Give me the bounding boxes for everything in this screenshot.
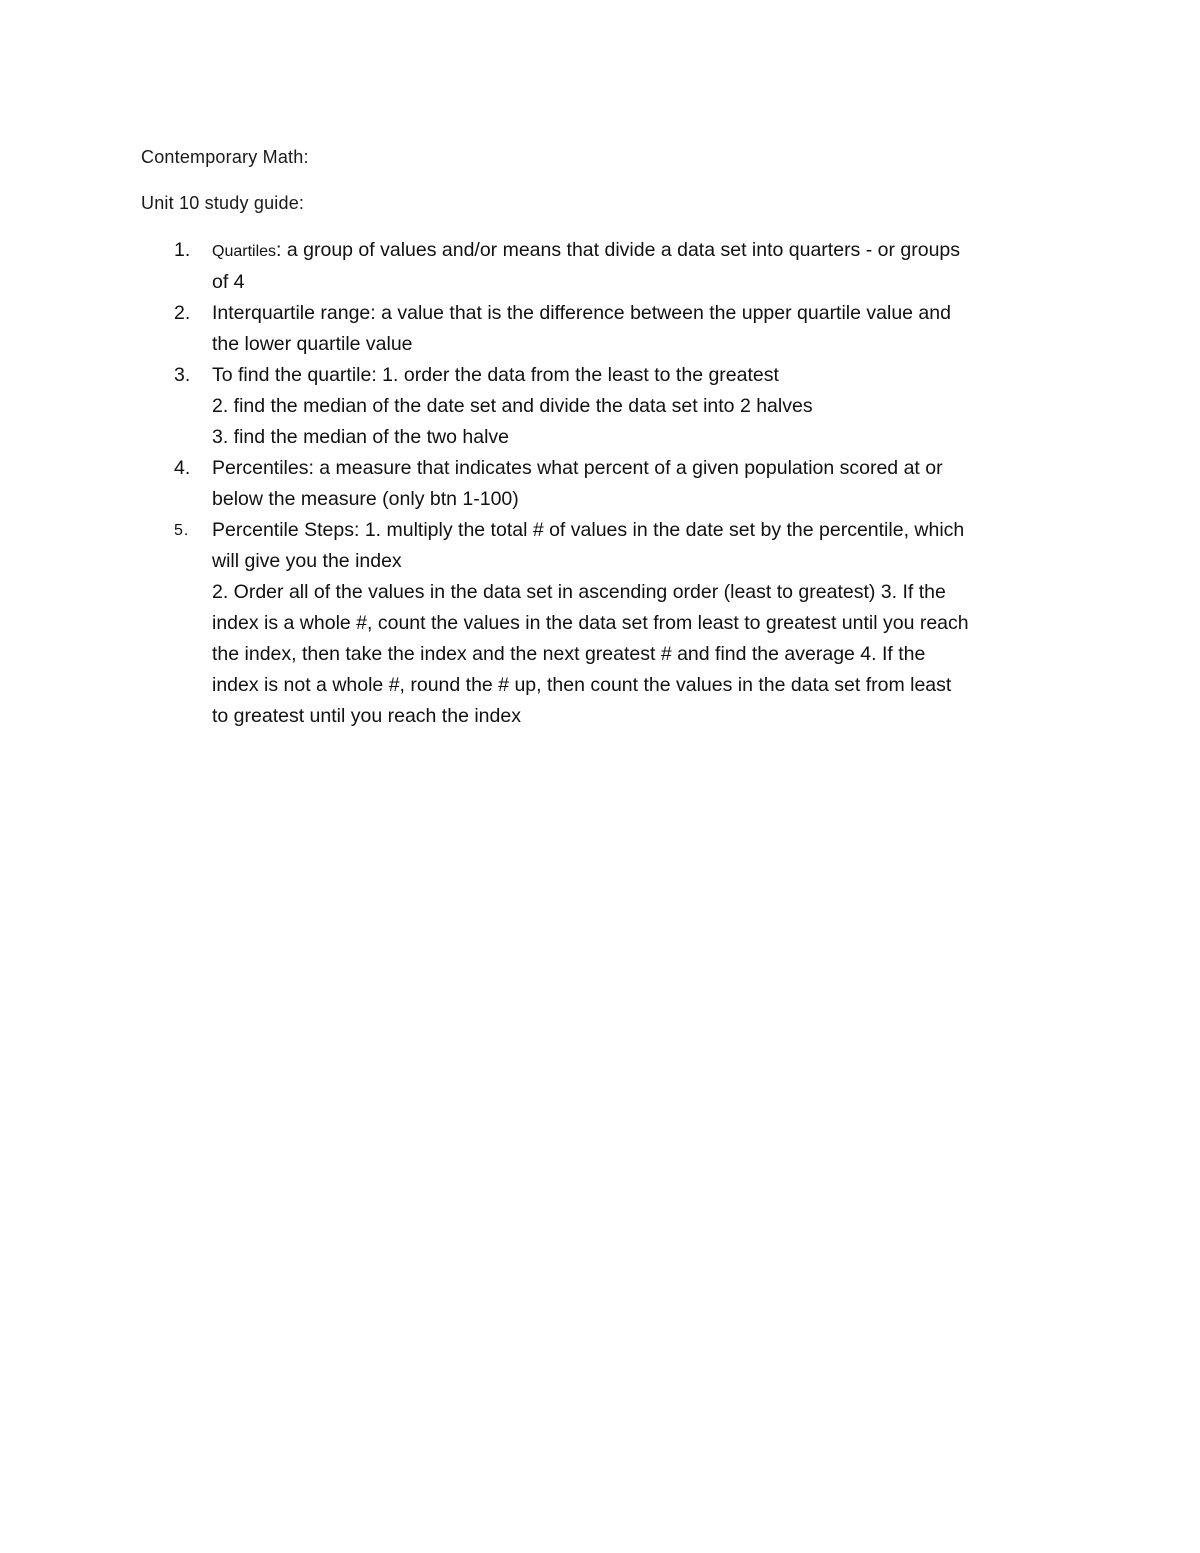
- document-body: [141, 143, 1061, 732]
- list-item-number: 4.: [174, 457, 191, 479]
- list-item-line: below the measure (only btn 1-100): [212, 488, 519, 510]
- list-item-line: [212, 235, 1061, 267]
- list-item-4: [141, 453, 1061, 515]
- list-item-1: [141, 235, 1061, 298]
- list-item-3: [141, 360, 1061, 453]
- list-item-line: 3. find the median of the two halve: [212, 426, 510, 448]
- list-item-number: 5.: [174, 522, 190, 539]
- list-item-5: [141, 515, 1061, 732]
- list-item-line: Percentile Steps: 1. multiply the total # of values in the date set by the percentile, which: [212, 519, 965, 541]
- list-item-line: Percentiles: a measure that indicates what percent of a given population scored at or: [212, 457, 943, 479]
- list-item-number: 1.: [174, 239, 191, 261]
- list-item-text: : a group of values and/or means that divide a data set into quarters - or groups: [276, 239, 961, 261]
- list-item-line: index is a whole #, count the values in the data set from least to greatest until you reach: [212, 612, 969, 634]
- term-quartiles: Quartiles: [212, 243, 277, 260]
- list-item-line: To find the quartile: 1. order the data from the least to the greatest: [212, 364, 779, 386]
- list-item-line: 2. find the median of the date set and divide the data set into 2 halves: [212, 395, 813, 417]
- list-item-line: index is not a whole #, round the # up, then count the values in the data set from least: [212, 674, 952, 696]
- list-item-2: [141, 298, 1061, 360]
- list-item-line: will give you the index: [212, 550, 402, 572]
- study-guide-list: [141, 235, 1061, 732]
- document-subtitle: Unit 10 study guide:: [141, 193, 305, 213]
- document-title: Contemporary Math:: [141, 147, 309, 167]
- list-item-line: 2. Order all of the values in the data set in ascending order (least to greatest) 3. If the: [212, 581, 946, 603]
- list-item-line: to greatest until you reach the index: [212, 705, 521, 727]
- list-item-line: the index, then take the index and the next greatest # and find the average 4. If the: [212, 643, 926, 665]
- list-item-number: 2.: [174, 302, 191, 324]
- list-item-line: of 4: [212, 271, 245, 293]
- list-item-number: 3.: [174, 364, 191, 386]
- list-item-line: Interquartile range: a value that is the difference between the upper quartile value and: [212, 302, 951, 324]
- list-item-line: the lower quartile value: [212, 333, 413, 355]
